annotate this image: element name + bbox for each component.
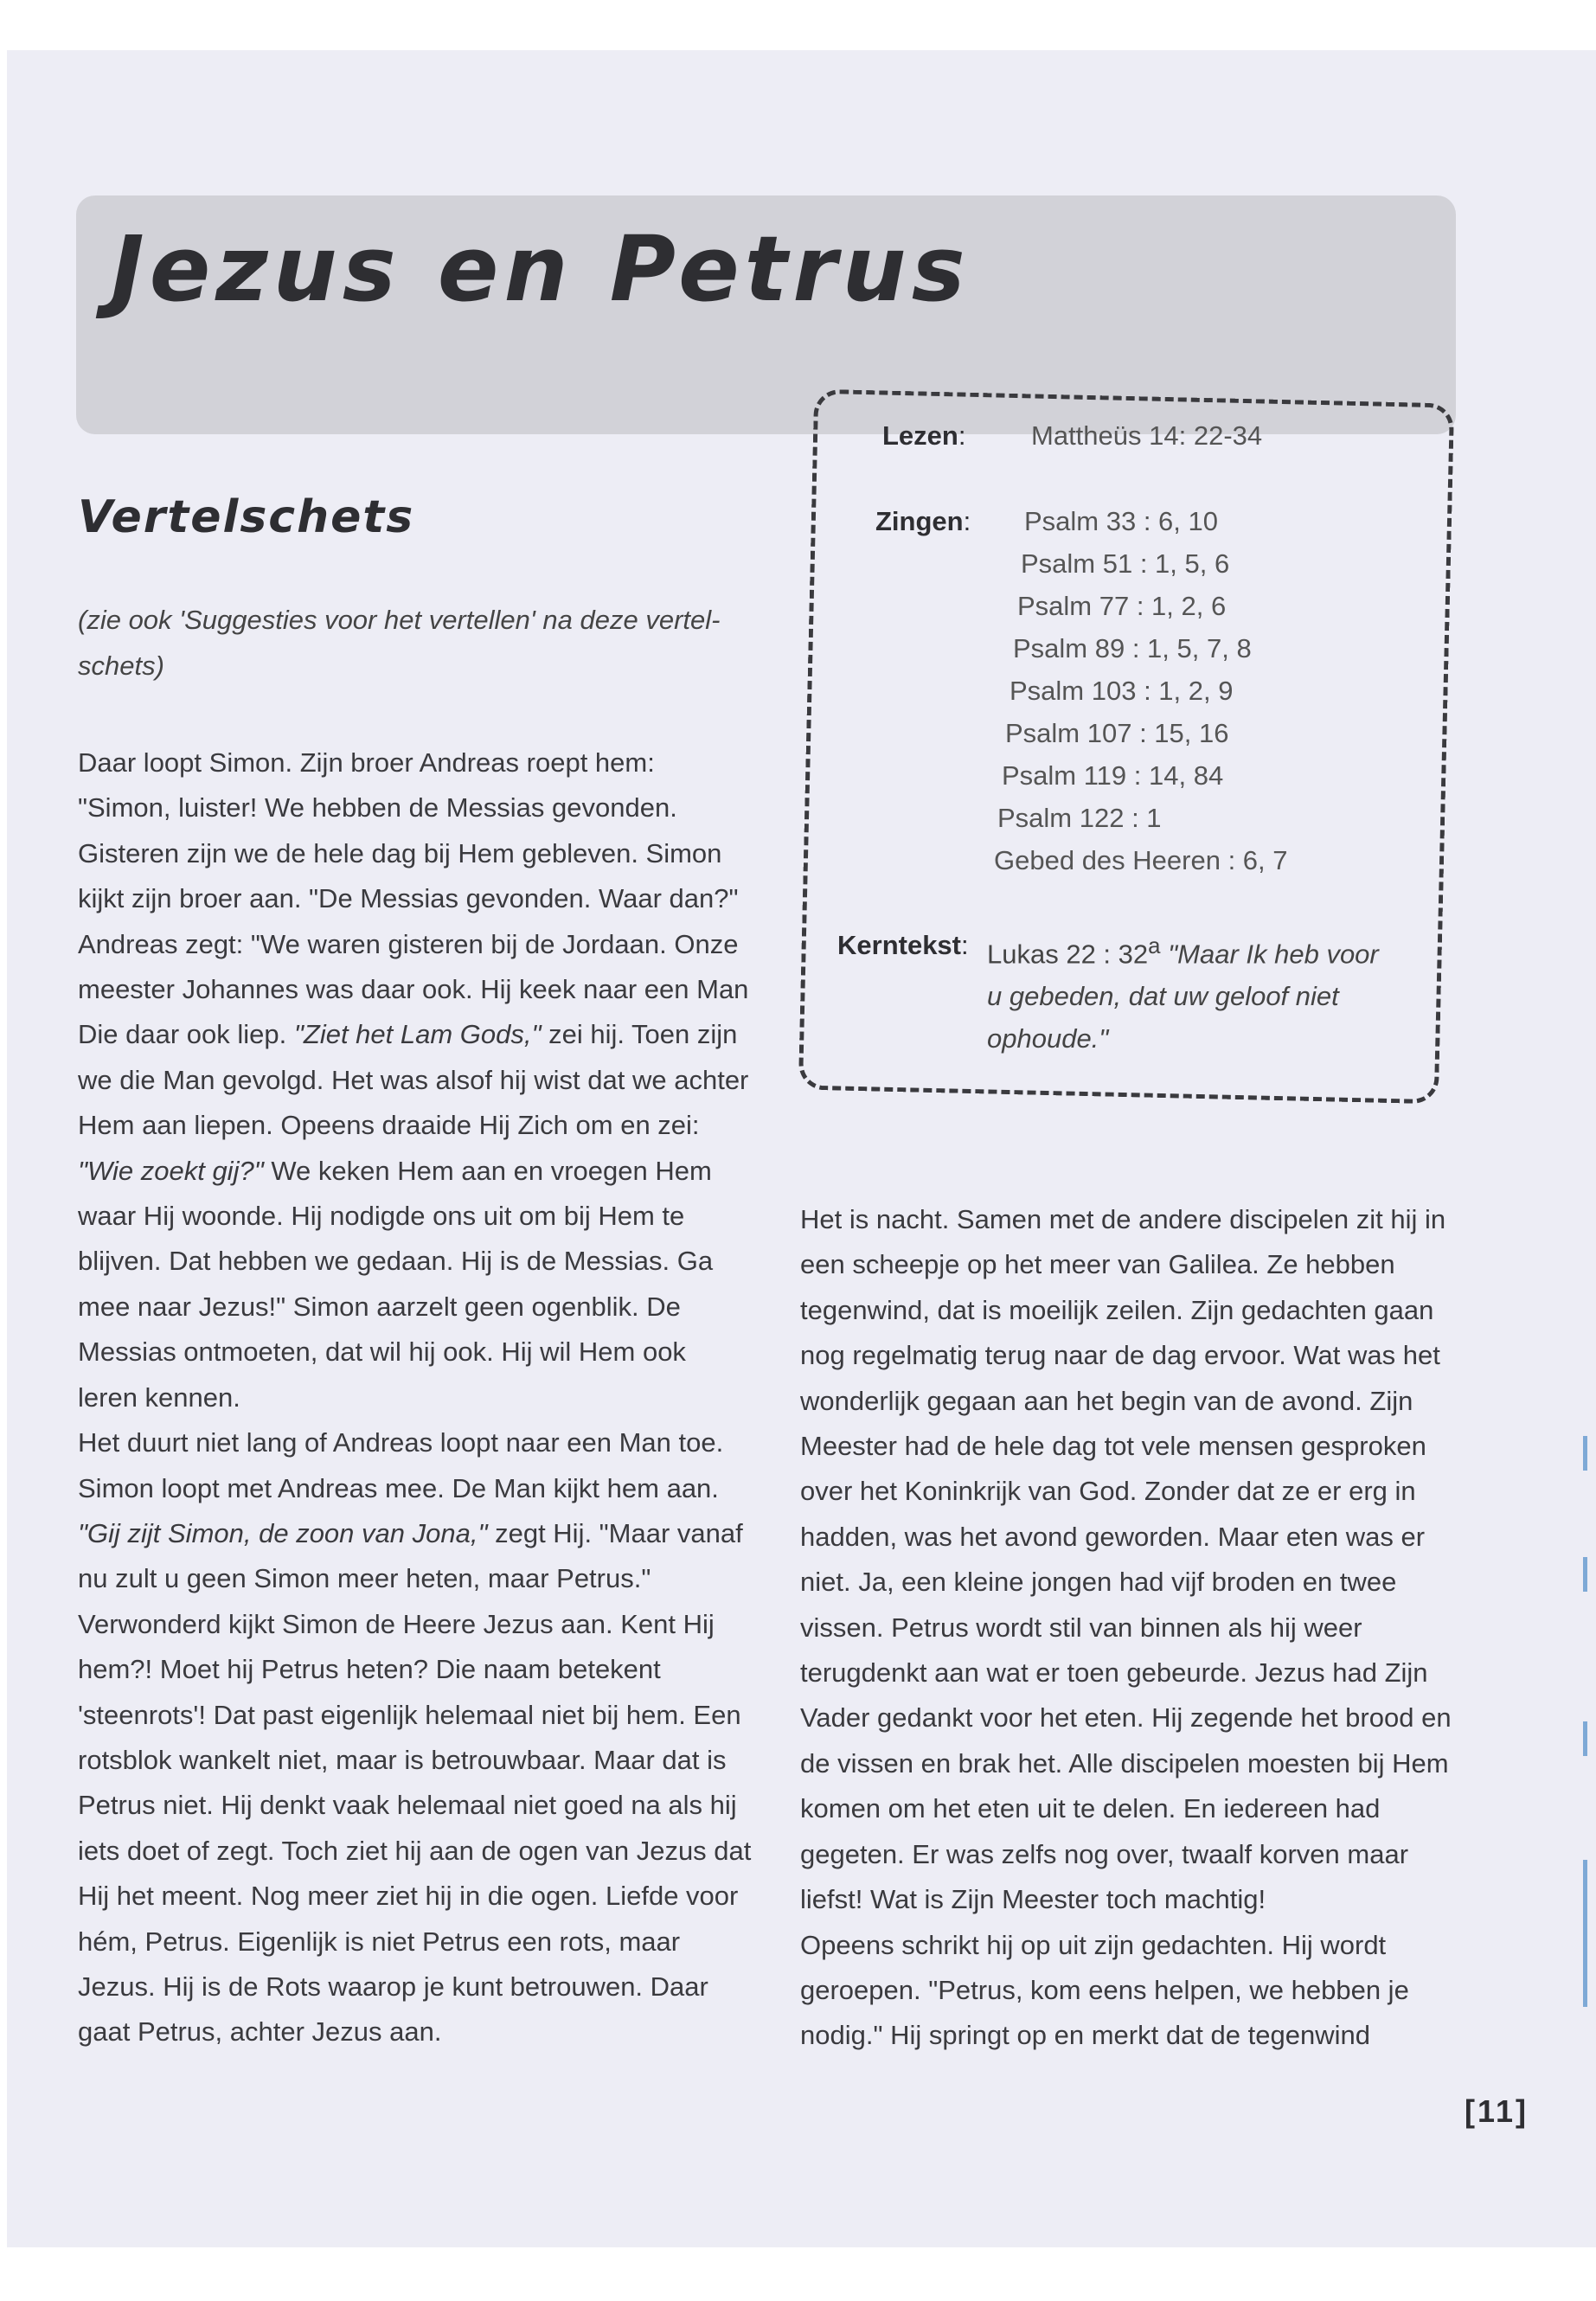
key-text-ref: Lukas 22 : 32 — [987, 939, 1149, 970]
psalm-item: Psalm 33 : 6, 10 — [1024, 506, 1219, 536]
psalm-item: Psalm 103 : 1, 2, 9 — [1010, 676, 1234, 706]
edge-mark — [1583, 1557, 1587, 1592]
psalm-item: Psalm 51 : 1, 5, 6 — [1021, 548, 1230, 579]
story-column-right — [800, 1197, 1462, 2059]
key-text — [987, 926, 1385, 1060]
edge-mark — [1583, 1860, 1587, 2007]
page-number: [11] — [1465, 2093, 1529, 2129]
paragraph: Het duurt niet lang of Andreas loopt naar een Man toe. Simon loopt met Andreas mee. De Man kijkt hem aan. "Gij zijt Simon, de zoon van Jona," zegt Hij. "Maar vanaf nu zult u geen Simon meer heten, maar Petrus." Verwonderd kijkt Simon de Heere Jezus aan. Kent Hij hem?! Moet hij Petrus heten? Die naam betekent 'steenrots'! Dat past eigenlijk helemaal niet bij hem. Een rotsblok wankelt niet, maar is betrouwbaar. Maar dat is Petrus niet. Hij denkt vaak helemaal niet goed na als hij iets doet of zegt. Toch ziet hij aan de ogen van Jezus dat Hij het meent. Nog meer ziet hij in die ogen. Liefde voor hém, Petrus. Eigenlijk is niet Petrus een rots, maar Jezus. Hij is de Rots waarop je kunt betrouwen. Daar gaat Petrus, achter Jezus aan. — [78, 1427, 752, 2048]
paragraph: Het is nacht. Samen met de andere discipelen zit hij in een scheepje op het meer van Galilea. Ze hebben tegenwind, dat is moeilijk zeilen. Zijn gedachten gaan nog regelmatig terug naar de dag ervoor. Wat was het wonderlijk gegaan aan het begin van de avond. Zijn Meester had de hele dag tot vele mensen gesproken over het Koninkrijk van God. Zonder dat ze er erg in hadden, was het avond geworden. Maar eten was er niet. Ja, een kleine jongen had vijf broden en twee vissen. Petrus wordt stil van binnen als hij weer terugdenkt aan wat er toen gebeurde. Jezus had Zijn Vader gedankt voor het eten. Hij zegende het brood en de vissen en brak het. Alle discipelen moesten bij Hem komen om het eten uit te delen. En iedereen had gegeten. Er was zelfs nog over, twaalf korven maar liefst! Wat is Zijn Meester toch machtig! — [800, 1204, 1452, 1915]
reading-label: Lezen: — [882, 420, 966, 451]
paragraph: Opeens schrikt hij op uit zijn gedachten. Hij wordt geroepen. "Petrus, kom eens helpen, we hebben je nodig." Hij springt op en merkt dat de tegenwind — [800, 1929, 1409, 2051]
psalm-item: Gebed des Heeren : 6, 7 — [994, 845, 1288, 875]
key-text-sup: a — [1148, 934, 1161, 958]
psalm-item: Psalm 89 : 1, 5, 7, 8 — [1013, 633, 1252, 663]
section-title: Vertelschets — [78, 491, 415, 543]
paragraph: Daar loopt Simon. Zijn broer Andreas roept hem: "Simon, luister! We hebben de Messias gevonden. Gisteren zijn we de hele dag bij Hem gebleven. Simon kijkt zijn broer aan. "De Messias gevonden. Waar dan?" Andreas zegt: "We waren gisteren bij de Jordaan. Onze meester Johannes was daar ook. Hij keek naar een Man Die daar ook liep. "Ziet het Lam Gods," zei hij. Toen zijn we die Man gevolgd. Het was alsof hij wist dat we achter Hem aan liepen. Opeens draaide Hij Zich om en zei: "Wie zoekt gij?" We keken Hem aan en vroegen Hem waar Hij woonde. Hij nodigde ons uit om bij Hem te blijven. Dat hebben we gedaan. Hij is de Messias. Ga mee naar Jezus!" Simon aarzelt geen ogenblik. De Messias ontmoeten, dat wil hij ook. Hij wil Hem ook leren kennen. — [78, 747, 749, 1413]
singing-label: Zingen: — [875, 506, 971, 536]
psalm-item: Psalm 77 : 1, 2, 6 — [1017, 591, 1227, 621]
story-column-left — [78, 740, 753, 2055]
edge-mark — [1583, 1436, 1587, 1471]
key-text-label: Kerntekst: — [837, 930, 969, 960]
edge-mark — [1583, 1721, 1587, 1756]
storytelling-note: (zie ook 'Suggesties voor het vertellen' na deze vertel-schets) — [78, 605, 721, 681]
psalm-item: Psalm 107 : 15, 16 — [1005, 718, 1229, 748]
page-title: Jezus en Petrus — [111, 216, 971, 322]
reading-reference: Mattheüs 14: 22-34 — [1031, 420, 1263, 451]
psalm-item: Psalm 119 : 14, 84 — [1002, 760, 1224, 791]
psalm-item: Psalm 122 : 1 — [997, 803, 1162, 833]
key-text-quote: "Maar Ik heb voor u gebeden, dat uw geloof niet ophoude." — [987, 939, 1379, 1054]
